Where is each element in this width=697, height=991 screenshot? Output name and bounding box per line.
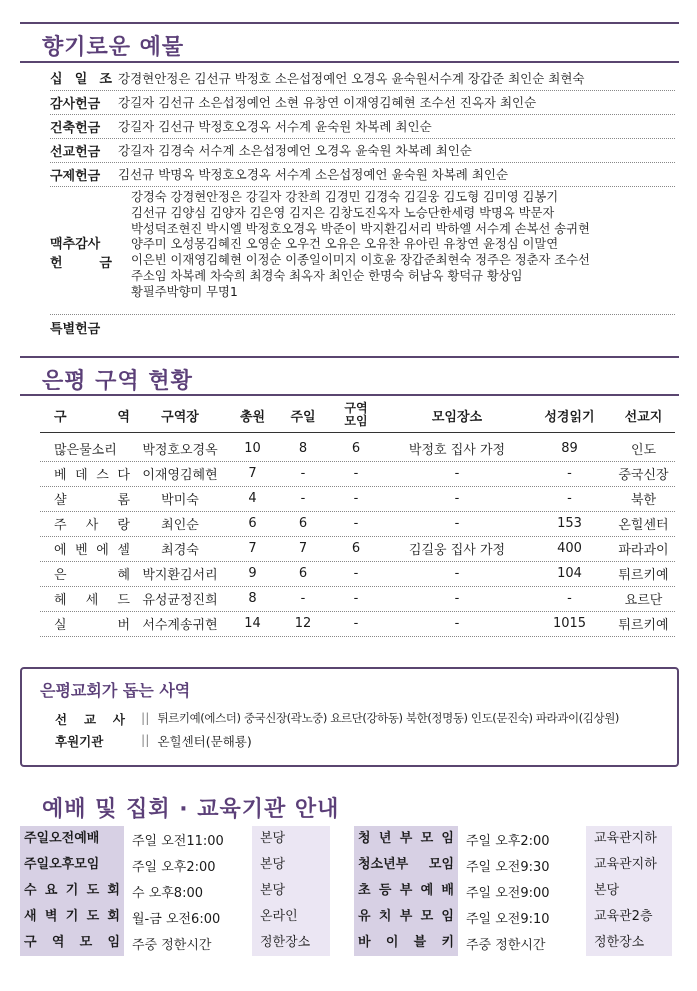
districts-title: 은평 구역 현황 [42, 369, 193, 394]
offering-label: 구제헌금 [50, 168, 101, 184]
table-row: 많은물소리 박정호오경옥 10 8 6 박정호 집사 가정 89 인도 [40, 436, 675, 462]
offering-row-mission [50, 138, 675, 163]
offering-label: 십 일 조 [50, 72, 112, 87]
maekchu-divider [50, 314, 675, 315]
top-divider [20, 22, 679, 24]
schedule-row: 청소년부 모임 주일 오전9:30 교육관지하 [354, 852, 672, 878]
offering-row-building [50, 114, 675, 139]
offerings-title: 향기로운 예물 [42, 35, 185, 60]
missions-value: 온힐센터(문해룡) [157, 734, 252, 749]
missions-row-agencies: 후원기관 || 온힐센터(문해룡) [55, 732, 252, 749]
offering-row-relief [50, 162, 675, 187]
schedule-row: 청 년 부 모 임 주일 오후2:00 교육관지하 [354, 826, 672, 852]
schedule-row: 초 등 부 예 배 주일 오전9:00 본당 [354, 878, 672, 904]
missions-value: 튀르키예(에스더) 중국신장(곽노중) 요르단(강하동) 북한(정명동) 인도(문진숙) 파라과이(김상원) [157, 711, 619, 725]
schedule-row: 유 치 부 모 임 주일 오전9:10 교육관2층 [354, 904, 672, 930]
schedule-row: 새 벽 기 도 회 월-금 오전6:00 온라인 [20, 904, 330, 930]
table-row: 주 사 랑 최인순 6 6 - - 153 온힐센터 [40, 511, 675, 537]
table-row: 샬 롬 박미숙 4 - - - - 북한 [40, 486, 675, 512]
offering-names: 강길자 김경숙 서수계 소은섭정예언 오경옥 윤숙원 차복례 최인순 [118, 143, 472, 158]
schedule-row: 구 역 모 임 주중 정한시간 정한장소 [20, 930, 330, 956]
schedule-title: 예배 및 집회 · 교육기관 안내 [42, 797, 340, 822]
offering-label: 특별헌금 [50, 321, 101, 337]
table-row: 실 버 서수계송귀현 14 12 - - 1015 튀르키예 [40, 611, 675, 637]
schedule-row: 바 이 블 키 주중 정한시간 정한장소 [354, 930, 672, 956]
offering-row-tithe [50, 65, 675, 91]
offering-names: 김선규 박명옥 박정호오경옥 서수계 소은섭정예언 윤숙원 차복례 최인순 [118, 167, 509, 182]
table-row: 헤 세 드 유성균정진희 8 - - - - 요르단 [40, 586, 675, 612]
table-row: 베 데 스 다 이재영김혜현 7 - - - - 중국신장 [40, 461, 675, 487]
offering-names: 강길자 김선규 박정호오경옥 서수계 윤숙원 차복례 최인순 [118, 119, 432, 134]
missions-title: 은평교회가 돕는 사역 [40, 681, 191, 700]
offering-label: 감사헌금 [50, 96, 101, 112]
table-row: 은 혜 박지환김서리 9 6 - - 104 튀르키예 [40, 561, 675, 587]
schedule-right [354, 826, 672, 956]
missions-row-missionaries: 선 교 사 || 튀르키예(에스더) 중국신장(곽노중) 요르단(강하동) 북한(정명동) 인도(문진숙) 파라과이(김상원) [55, 710, 619, 727]
table-row: 에 벤 에 셀 최경숙 7 7 6 김길웅 집사 가정 400 파라과이 [40, 536, 675, 562]
offering-names: 강경현안정은 김선규 박정호 소은섭정예언 오경옥 윤숙원서수계 장갑준 최인순 최현숙 [118, 70, 585, 86]
maekchu-names: 강경숙 강경현안정은 강길자 강찬희 김경민 김경숙 김길웅 김도형 김미영 김봉기 김선규 김양심 김양자 김은영 김지은 김창도진옥자 노승단한세령 박명옥 박문자 박성덕조현진 박시엘 박정호오경옥 박준이 박지환김서리 박하엘 서수계 손복선 송귀현 양주미 오성몽김혜진 오영순 오우건 오유은 오유찬 유아린 유창연 윤정심 이말연 이은빈 이재영김혜현 이정순 이종일이미지 이호윤 장갑준최현숙 정주은 정춘자 조수선 주소임 차복례 차숙희 최경숙 최옥자 최인순 한명숙 허남옥 황덕규 황상임 황필주박향미 무명1 [131, 190, 590, 299]
districts-title-underline [20, 394, 679, 396]
offerings-title-underline [20, 61, 679, 63]
maekchu-label: 맥추감사 헌 금 [50, 237, 112, 271]
offering-row-special [50, 316, 675, 338]
offering-names: 강길자 김선규 소은섭정예언 소현 유창연 이재영김혜현 조수선 진옥자 최인순 [118, 95, 537, 110]
districts-divider [20, 356, 679, 358]
schedule-left [20, 826, 330, 956]
offering-label: 건축헌금 [50, 120, 101, 136]
schedule-row: 수 요 기 도 회 수 오후8:00 본당 [20, 878, 330, 904]
offering-row-thanks [50, 90, 675, 115]
schedule-row: 주일오후모임 주일 오후2:00 본당 [20, 852, 330, 878]
districts-table-header: 구 역 구역장 총원 주일 구역 모임 모임장소 성경읽기 선교지 [40, 398, 675, 433]
schedule-row: 주일오전예배 주일 오전11:00 본당 [20, 826, 330, 852]
offering-label: 선교헌금 [50, 144, 101, 160]
